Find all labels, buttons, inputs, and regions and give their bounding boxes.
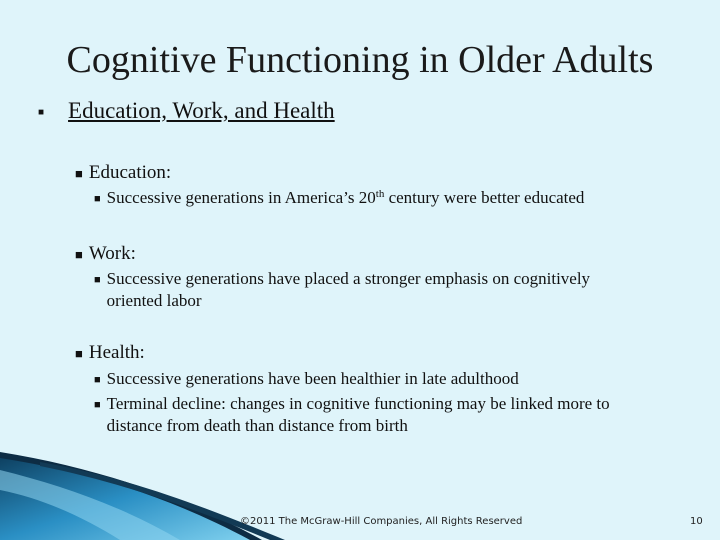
section-education: [75, 162, 171, 184]
square-bullet-icon: ■: [94, 274, 101, 286]
item-text: Successive generations have placed a stronger emphasis on cognitively oriented labor: [106, 269, 591, 310]
section-label: Education:: [88, 162, 172, 183]
copyright-footer: ©2011 The McGraw-Hill Companies, All Rights Reserved: [240, 516, 523, 527]
item-text: Terminal decline: changes in cognitive functioning may be linked more to distance from death than distance from birth: [106, 394, 610, 435]
section-work: [75, 243, 136, 265]
square-bullet-icon: ■: [75, 346, 83, 361]
square-bullet-icon: ■: [94, 374, 101, 386]
heading-text: Education, Work, and Health: [68, 98, 335, 123]
square-bullet-icon: ■: [94, 193, 101, 205]
square-bullet-icon: ■: [75, 166, 83, 181]
page-number: 10: [690, 516, 703, 527]
health-item-2: [94, 393, 654, 437]
section-health: [75, 342, 145, 364]
heading-bullet: [38, 98, 335, 124]
slide-title: Cognitive Functioning in Older Adults: [66, 39, 654, 81]
square-bullet-icon: ■: [94, 399, 101, 411]
section-label: Work:: [88, 243, 136, 264]
work-item: [94, 268, 594, 312]
square-bullet-icon: ■: [38, 107, 45, 118]
education-item: [94, 187, 694, 210]
health-item-1: [94, 368, 694, 391]
item-text: Successive generations have been healthier in late adulthood: [106, 369, 519, 388]
square-bullet-icon: ■: [75, 247, 83, 262]
section-label: Health:: [88, 342, 145, 363]
item-text: Successive generations in America’s 20th century were better educated: [106, 188, 585, 207]
